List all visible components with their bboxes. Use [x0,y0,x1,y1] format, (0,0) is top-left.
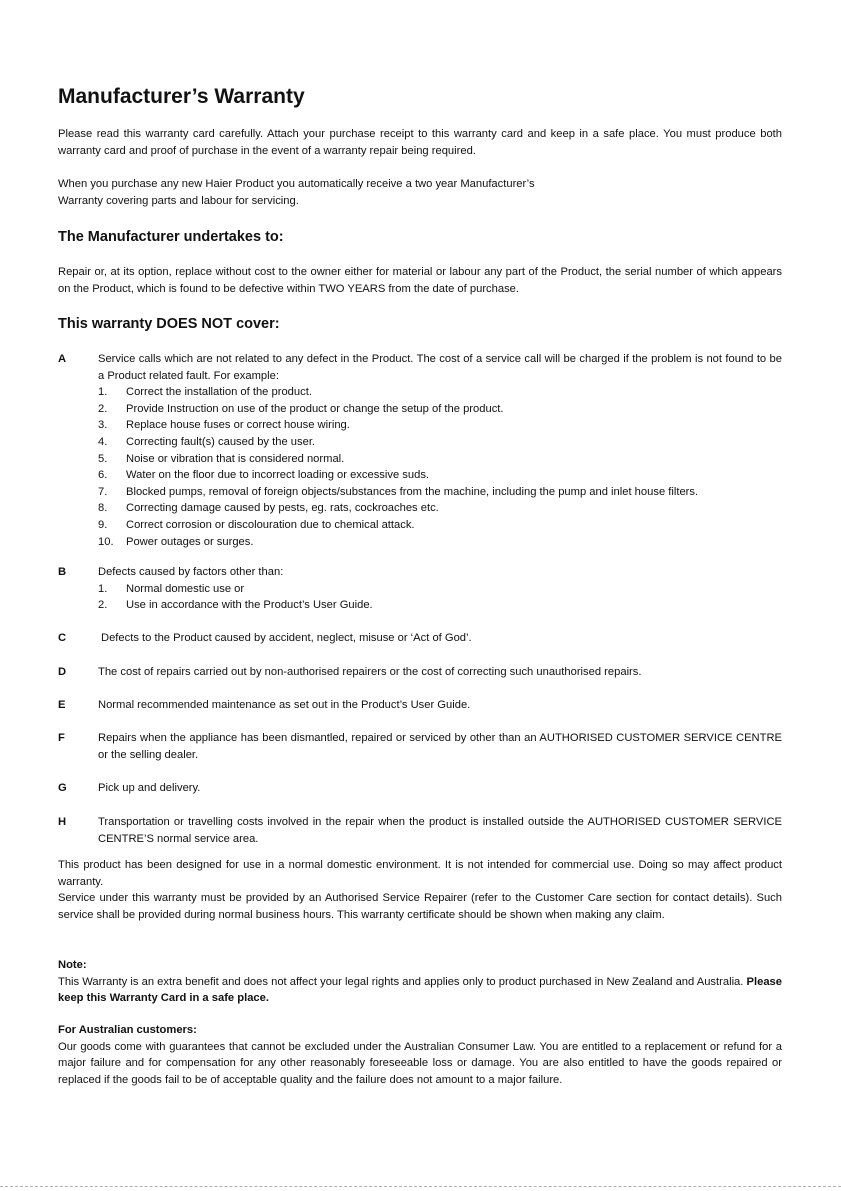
list-item: 4. Correcting fault(s) caused by the user. [98,435,316,448]
list-item: 1. Correct the installation of the product. [98,386,312,399]
exclusion-letter-a: A [58,353,67,365]
list-item: 3. Replace house fuses or correct house wiring. [98,419,350,432]
list-item: 8. Correcting damage caused by pests, eg. rats, cockroaches etc. [98,502,439,515]
service-paragraph: Service under this warranty must be provided by an Authorised Service Repairer (refer to the Customer Care section for contact details). Such service shall be provided during normal business hours. This warranty certificate should be shown when making any claim. [58,892,782,921]
exclusion-e-text: Normal recommended maintenance as set out in the Product’s User Guide. [98,699,471,711]
domestic-use-paragraph: This product has been designed for use in a normal domestic environment. It is not intended for commercial use. Doing so may affect product warranty. [58,859,782,888]
list-item: 7. Blocked pumps, removal of foreign objects/substances from the machine, including the pump and inlet house filters. [98,485,699,498]
intro-line-2: Warranty covering parts and labour for servicing. [58,194,299,207]
exclusion-b [98,564,782,614]
note-bold-text: Please keep this Warranty Card in a safe place. [58,975,782,1005]
exclusion-a [98,351,782,550]
note-heading: Note: [58,959,87,971]
list-item: 2. Provide Instruction on use of the product or change the setup of the product. [98,402,504,415]
australian-heading: For Australian customers: [58,1024,197,1036]
exclusion-b-text: Defects caused by factors other than: [98,566,284,578]
exclusion-letter-b: B [58,566,67,578]
exclusion-letter-c: C [58,632,67,644]
intro-paragraph-two-year [58,176,782,209]
intro-line-1: When you purchase any new Haier Product you automatically receive a two year Manufacturer’s [58,178,535,190]
page-title: Manufacturer’s Warranty [58,85,305,108]
list-item: 9. Correct corrosion or discolouration due to chemical attack. [98,518,415,531]
list-item: 1. Normal domestic use or [98,582,245,595]
exclusion-letter-g: G [58,782,67,794]
intro-paragraph-receipt: Please read this warranty card carefully. Attach your purchase receipt to this warranty card and keep in a safe place. You must produce both warranty card and proof of purchase in the event of a warranty repair being required. [58,128,782,157]
exclusion-a-text: Service calls which are not related to any defect in the Product. The cost of a service call will be charged if the problem is not found to be a Product related fault. For example: [98,353,782,382]
australian-customers-section [58,1022,782,1088]
list-item: 2. Use in accordance with the Product’s User Guide. [98,599,373,612]
australian-paragraph: Our goods come with guarantees that cannot be excluded under the Australian Consumer Law. You are entitled to a replacement or refund for a major failure and for compensation for any other reasonably foreseeable loss or damage. You are also entitled to have the goods repaired or replaced if the goods fail to be of acceptable quality and the failure does not amount to a major failure. [58,1040,782,1086]
exclusion-letter-d: D [58,666,67,678]
undertakes-paragraph: Repair or, at its option, replace without cost to the owner either for material or labour any part of the Product, the serial number of which appears on the Product, which is found to be defective within TWO YEARS from the date of purchase. [58,266,782,295]
page-bottom-divider [0,1186,841,1188]
exclusion-d-text: The cost of repairs carried out by non-authorised repairers or the cost of correcting such unauthorised repairs. [98,666,642,678]
note-paragraph: This Warranty is an extra benefit and does not affect your legal rights and applies only to product purchased in New Zealand and Australia. Please keep this Warranty Card in a safe place. [58,975,782,1005]
exclusion-c-text: Defects to the Product caused by accident, neglect, misuse or ‘Act of God’. [101,632,472,644]
exclusion-letter-f: F [58,732,65,744]
undertakes-heading: The Manufacturer undertakes to: [58,229,284,245]
domestic-use-section [58,857,782,923]
list-item: 6. Water on the floor due to incorrect loading or excessive suds. [98,469,430,482]
exclusion-letter-h: H [58,816,67,828]
not-cover-heading: This warranty DOES NOT cover: [58,316,280,332]
exclusion-f-text: Repairs when the appliance has been dismantled, repaired or serviced by other than an AUTHORISED CUSTOMER SERVICE CENTRE or the selling dealer. [98,732,782,761]
exclusion-g-text: Pick up and delivery. [98,782,201,794]
note-section [58,957,782,1007]
list-item: 5. Noise or vibration that is considered normal. [98,452,345,465]
exclusion-h-text: Transportation or travelling costs involved in the repair when the product is installed outside the AUTHORISED CUSTOMER SERVICE CENTRE’S normal service area. [98,816,782,845]
list-item: 10. Power outages or surges. [98,535,254,548]
exclusion-letter-e: E [58,699,66,711]
